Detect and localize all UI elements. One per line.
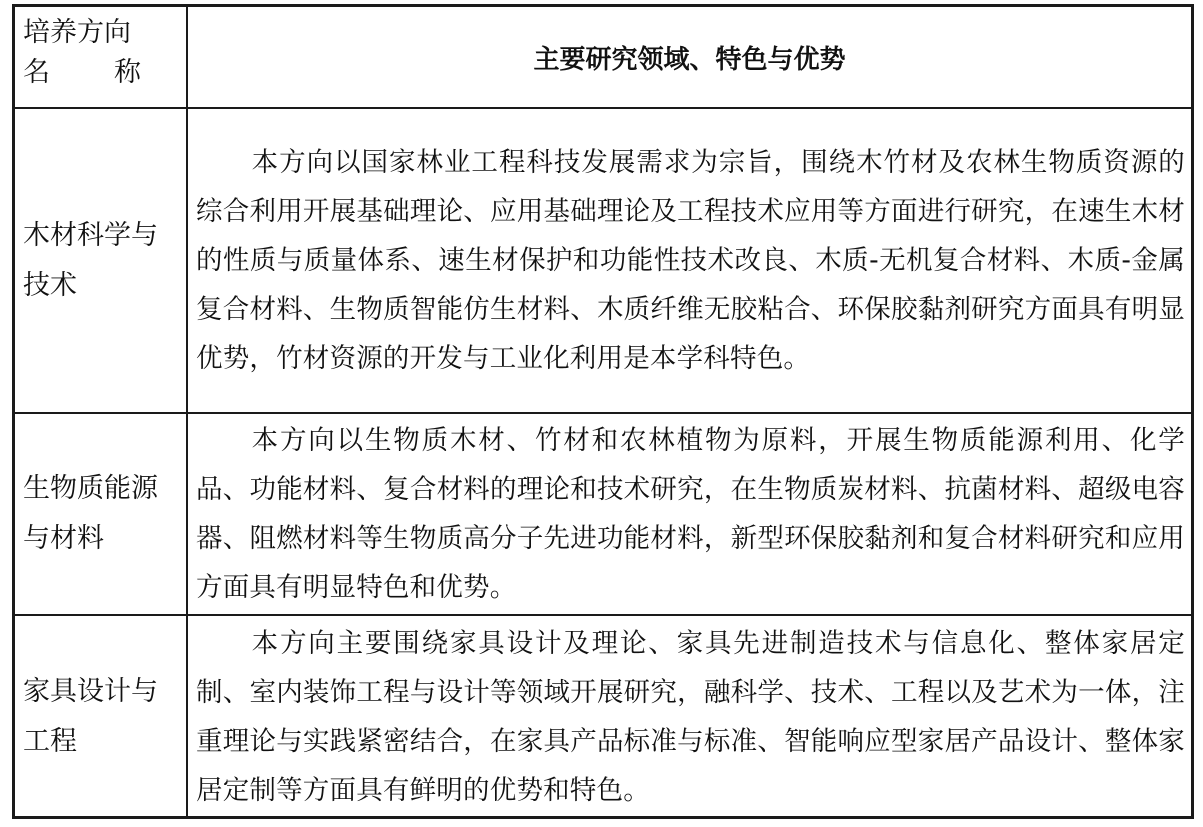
header-name-char-a: 名 bbox=[23, 57, 50, 88]
header-name-char-b: 称 bbox=[114, 57, 141, 88]
direction-description: 本方向以生物质木材、竹材和农林植物为原料，开展生物质能源利用、化学品、功能材料、复合材料的理论和技术研究，在生物质炭材料、抗菌材料、超级电容器、阻燃材料等生物质高分子先进功能材料，新型环保胶黏剂和复合材料研究和应用方面具有明显特色和优势。 bbox=[187, 413, 1191, 615]
table-row bbox=[15, 108, 1191, 413]
direction-name: 生物质能源与材料 bbox=[15, 413, 187, 615]
direction-name: 木材科学与技术 bbox=[15, 108, 187, 413]
research-directions-table bbox=[12, 4, 1194, 819]
header-title-cell: 主要研究领域、特色与优势 bbox=[187, 7, 1191, 108]
direction-description: 本方向主要围绕家具设计及理论、家具先进制造技术与信息化、整体家居定制、室内装饰工程与设计等领域开展研究，融科学、技术、工程以及艺术为一体，注重理论与实践紧密结合，在家具产品标准与标准、智能响应型家居产品设计、整体家居定制等方面具有鲜明的优势和特色。 bbox=[187, 615, 1191, 817]
table-header-row bbox=[15, 7, 1191, 108]
direction-name: 家具设计与工程 bbox=[15, 615, 187, 817]
table-row bbox=[15, 615, 1191, 817]
header-name-cell bbox=[15, 7, 187, 108]
header-name-line1: 培养方向 bbox=[23, 17, 131, 48]
header-name-line2 bbox=[23, 53, 141, 93]
table-row bbox=[15, 413, 1191, 615]
direction-description: 本方向以国家林业工程科技发展需求为宗旨，围绕木竹材及农林生物质资源的综合利用开展基础理论、应用基础理论及工程技术应用等方面进行研究，在速生木材的性质与质量体系、速生材保护和功能性技术改良、木质-无机复合材料、木质-金属复合材料、生物质智能仿生材料、木质纤维无胶粘合、环保胶黏剂研究方面具有明显优势，竹材资源的开发与工业化利用是本学科特色。 bbox=[187, 108, 1191, 413]
table bbox=[15, 7, 1191, 817]
